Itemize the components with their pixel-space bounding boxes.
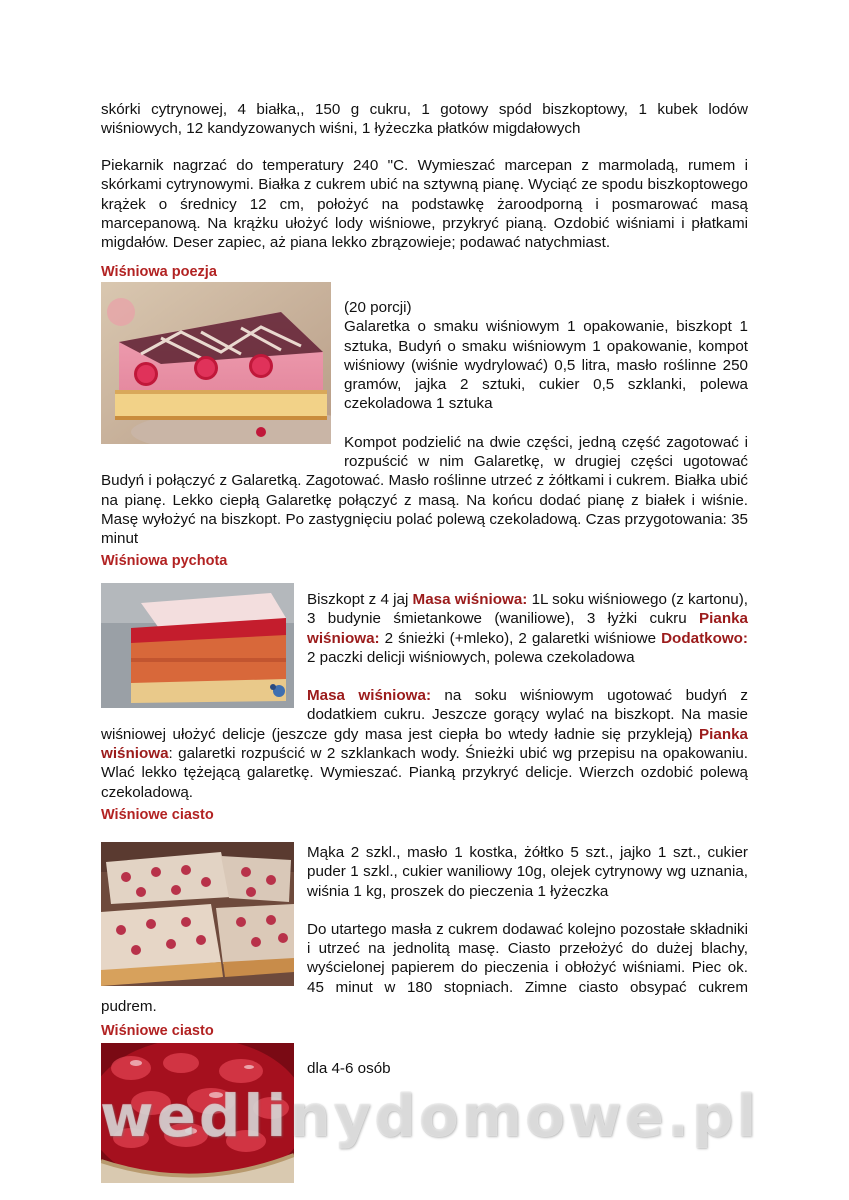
servings: (20 porcji) [344,299,412,316]
intro-method: Piekarnik nagrzać do temperatury 240 "C. Wymieszać marcepan z marmoladą, rumem i skórkami cytrynowymi. Białka z cukrem ubić na sztywną pianę. Wyciąć ze spodu biszkoptowego krążek o średnicy 12 cm, położyć na podstawkę żaroodporną i posmarować masą marcepanową. Na krążku ułożyć lody wiśniowe, przykryć pianą. Ozdobić wiśniami i płatkami migdałów. Deser zapiec, aż piana lekko zbrązowieje; podawać natychmiast. [101,157,748,252]
servings: dla 4-6 osób [307,1060,391,1077]
watermark: wedlinydomowe.pl [100,1082,760,1150]
ingredients: Mąka 2 szkl., masło 1 kostka, żółtko 5 szt., jajko 1 szt., cukier puder 1 szkl., cukier waniliowy 10g, olejek cytrynowy wg uznania, wiśnia 1 kg, proszek do pieczenia 1 łyżeczka [307,844,748,900]
method: Kompot podzielić na dwie części, jedną część zagotować i rozpuścić w nim Galaretkę, w drugiej części ugotować Budyń i połączyć z Galaretką. Zagotować. Masło roślinne utrzeć z żółtkami i cukrem. Białka ubić na pianę. Lekko ciepłą Galaretkę połączyć z masą. Na końcu dodać pianę z białek i wiśnie. Masę wyłożyć na biszkopt. Po zastygnięciu polać polewą czekoladową. Czas przygotowania: 35 minut [101,433,748,548]
text: na soku wiśniowym ugotować budyń z dodatkiem cukru. Jeszcze gorący wylać na biszkopt. Na masie wiśniowej ułożyć delicje (jeszcze gdy masa jest ciepła bo wtedy ładnie się przykleją) [101,687,748,743]
recipe-title: Wiśniowa pychota [101,553,228,569]
label-masa: Masa wiśniowa: [307,687,431,705]
recipe-title: Wiśniowe ciasto [101,1023,214,1039]
recipe-title: Wiśniowa poezja [101,264,217,280]
text: 2 paczki delicji wiśniowych, polewa czekoladowa [307,648,635,666]
method: Do utartego masła z cukrem dodawać kolejno pozostałe składniki i utrzeć na jednolitą masę. Ciasto przełożyć do dużej blachy, wyścielonej papierem do pieczenia i obłożyć wiśniami. Piec ok. 45 minut w 180 stopniach. Zimne ciasto obsypać cukrem pudrem. [101,920,748,1016]
recipe-body [101,590,748,802]
text: 1L soku wiśniowego (z kartonu), 3 budynie śmietankowe (waniliowe), 3 łyżki cukru [307,591,748,628]
label-pianka: Pianka wiśniowa: [307,610,748,647]
text: 2 śnieżki (+mleko), 2 galaretki wiśniowe [379,629,662,647]
intro-ingredients: skórki cytrynowej, 4 białka,, 150 g cukru, 1 gotowy spód biszkoptowy, 1 kubek lodów wiśniowych, 12 kandyzowanych wiśni, 1 łyżeczka płatków migdałowych [101,101,748,138]
text: Biszkopt z 4 jaj [307,591,413,608]
recipe-body [101,843,748,1016]
label-dodatkowo: Dodatkowo: [661,629,748,647]
recipe-title: Wiśniowe ciasto [101,807,214,823]
ingredients: Galaretka o smaku wiśniowym 1 opakowanie, biszkopt 1 sztuka, Budyń o smaku wiśniowym 1 opakowanie, kompot wiśniowy (wiśnie wydrylować) 0,5 litra, masło roślinne 250 gramów, jajka 2 sztuki, cukier 0,5 szklanki, polewa czekoladowa 1 sztuka [344,318,748,413]
text: : galaretki rozpuścić w 2 szklankach wody. Śnieżki ubić wg przepisu na opakowaniu. Wlać lekko tężejącą galaretkę. Wymieszać. Pianką przykryć delicje. Wierzch ozdobić polewą czekoladową. [101,745,748,801]
label-pianka: Pianka wiśniowa [101,725,748,763]
label-masa: Masa wiśniowa: [412,591,528,608]
recipe-body [101,298,748,549]
